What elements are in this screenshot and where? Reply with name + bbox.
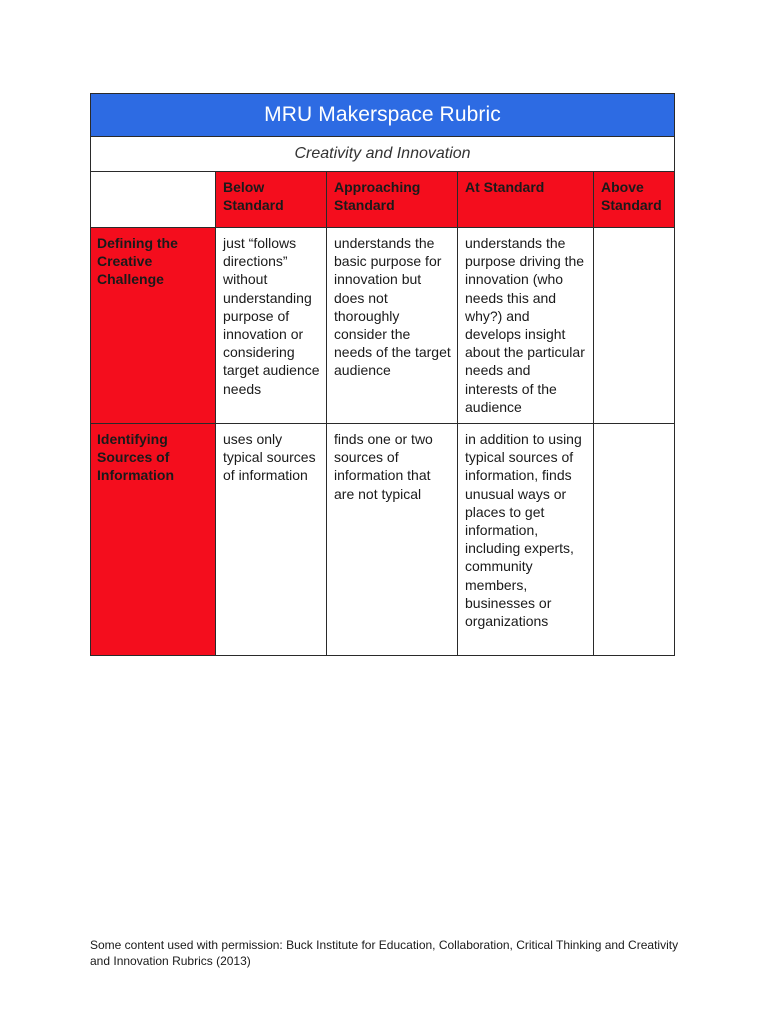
column-header-above: Above Standard (594, 172, 675, 228)
title-row (91, 94, 675, 137)
rubric-table (90, 93, 675, 656)
rubric-cell (594, 424, 675, 656)
rubric-cell: finds one or two sources of information that are not typical (327, 424, 458, 656)
column-header-at: At Standard (458, 172, 594, 228)
rubric-cell: understands the basic purpose for innovation but does not thoroughly consider the needs of the target audience (327, 228, 458, 424)
rubric-title: MRU Makerspace Rubric (91, 94, 675, 137)
rubric-cell: just “follows directions” without understanding purpose of innovation or considering target audience needs (216, 228, 327, 424)
corner-cell (91, 172, 216, 228)
column-header-below: Below Standard (216, 172, 327, 228)
column-header-approaching: Approaching Standard (327, 172, 458, 228)
criterion-label: Defining the Creative Challenge (91, 228, 216, 424)
criterion-row (91, 228, 675, 424)
rubric-cell: uses only typical sources of information (216, 424, 327, 656)
rubric-cell: in addition to using typical sources of information, finds unusual ways or places to get information, including experts, community members, businesses or organizations (458, 424, 594, 656)
rubric-cell: understands the purpose driving the innovation (who needs this and why?) and develops insight about the particular needs and interests of the audience (458, 228, 594, 424)
rubric-cell (594, 228, 675, 424)
criterion-label: Identifying Sources of Information (91, 424, 216, 656)
column-header-row (91, 172, 675, 228)
criterion-row (91, 424, 675, 656)
subtitle-row (91, 137, 675, 172)
footnote: Some content used with permission: Buck Institute for Education, Collaboration, Critical Thinking and Creativity and Innovation Rubrics (2013) (90, 938, 679, 968)
rubric-subtitle: Creativity and Innovation (91, 137, 675, 172)
